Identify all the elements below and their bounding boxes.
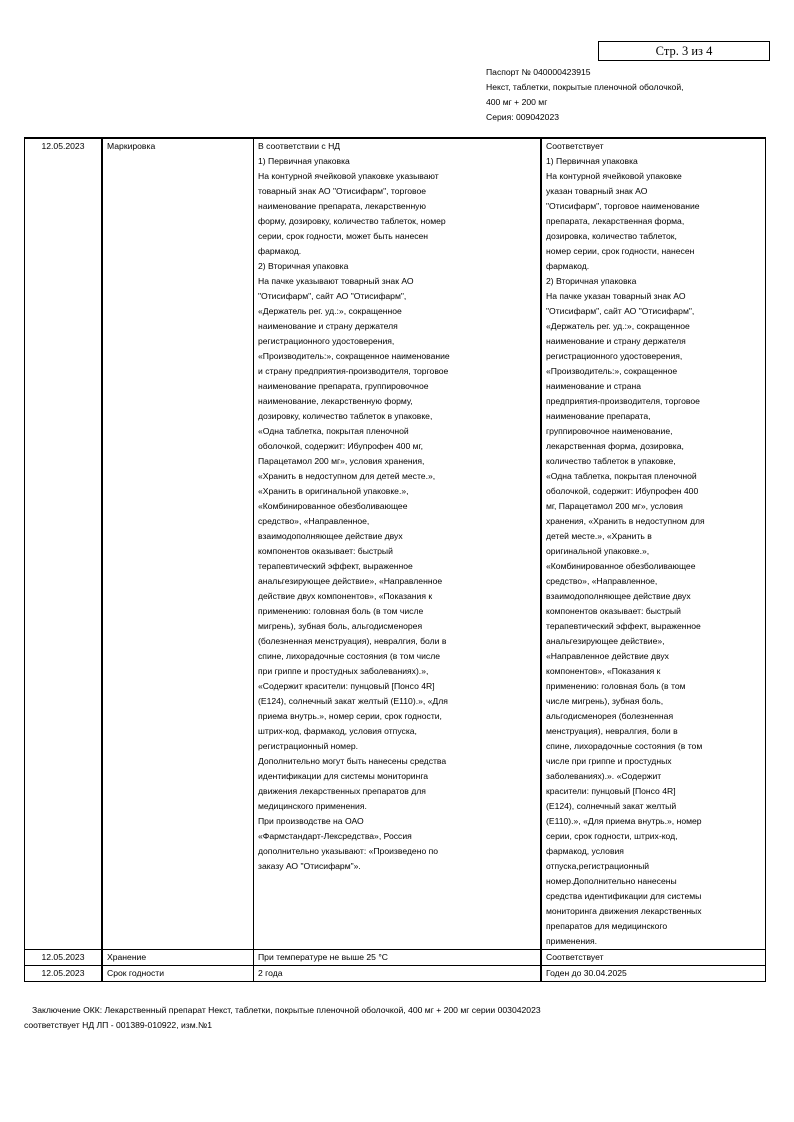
text-line: наименование и страну держателя (546, 336, 686, 346)
text-line: (Е124), солнечный закат желтый (546, 801, 677, 811)
text-line: «Фармстандарт-Лексредства», Россия (258, 831, 412, 841)
text-line: детей месте.», «Хранить в (546, 531, 652, 541)
text-line: форму, дозировку, количество таблеток, номер (258, 216, 446, 226)
text-line: анальгезирующее действие», (546, 636, 665, 646)
text-line: оригинальной упаковке.», (546, 546, 650, 556)
text-line: 2) Вторичная упаковка (258, 261, 349, 271)
conclusion-line-2: соответствует НД ЛП - 001389-010922, изм.№1 (24, 1020, 213, 1030)
text-line: На пачке указывают товарный знак АО (258, 276, 414, 286)
text-line: терапевтический эффект, выраженное (258, 561, 413, 571)
product-dosage: 400 мг + 200 мг (486, 97, 548, 107)
text-line: оболочкой, содержит: Ибупрофен 400 (546, 486, 699, 496)
text-line: «Производитель:», сокращенное наименование (258, 351, 450, 361)
text-line: «Хранить в недоступном для детей месте.», (258, 471, 436, 481)
row-date: 12.05.2023 (25, 138, 103, 950)
text-line: приема внутрь.», номер серии, срок годности, (258, 711, 442, 721)
text-line: регистрационного удостоверения, (546, 351, 683, 361)
text-line: указан товарный знак АО (546, 186, 648, 196)
text-line: При производстве на ОАО (258, 816, 364, 826)
text-line: (Е110).», «Для приема внутрь.», номер (546, 816, 702, 826)
text-line: «Держатель рег. уд.:», сокращенное (258, 306, 402, 316)
text-line: спине, лихорадочные состояния (в том числе (258, 651, 441, 661)
text-line: На контурной ячейковой упаковке (546, 171, 682, 181)
text-line: фармакод, условия (546, 846, 624, 856)
text-line: движения лекарственных препаратов для (258, 786, 426, 796)
text-line: группировочное наименование, (546, 426, 673, 436)
text-line: регистрационного удостоверения, (258, 336, 395, 346)
text-line: применения. (546, 936, 598, 946)
row-requirement: При температуре не выше 25 °С (254, 950, 542, 966)
text-line: взаимодополняющее действие двух (258, 531, 403, 541)
text-line: регистрационный номер. (258, 741, 359, 751)
text-line: "Отисифарм", торговое наименование (546, 201, 700, 211)
text-line: фармакод. (546, 261, 590, 271)
text-line: медицинского применения. (258, 801, 367, 811)
text-line: числе при гриппе и простудных (546, 756, 672, 766)
row-result: Соответствует (541, 950, 766, 966)
text-line: «Содержит красители: пунцовый [Понсо 4R] (258, 681, 435, 691)
text-line: терапевтический эффект, выраженное (546, 621, 701, 631)
text-line: заказу АО "Отисифарм"». (258, 861, 361, 871)
text-line: (Е124), солнечный закат желтый (Е110).», «Для (258, 696, 448, 706)
text-line: серии, срок годности, может быть нанесен (258, 231, 429, 241)
text-line: 2) Вторичная упаковка (546, 276, 637, 286)
text-line: "Отисифарм", сайт АО "Отисифарм", (258, 291, 407, 301)
text-line: наименование препарата, лекарственную (258, 201, 426, 211)
text-line: альгодисменорея (болезненная (546, 711, 674, 721)
text-line: (болезненная менструация), невралгия, боли в (258, 636, 447, 646)
text-line: менструация), невралгия, боли в (546, 726, 678, 736)
text-line: «Одна таблетка, покрытая пленочной (546, 471, 697, 481)
text-line: Соответствует (546, 141, 604, 151)
text-line: красители: пунцовый [Понсо 4R] (546, 786, 676, 796)
text-line: действие двух компонентов», «Показания к (258, 591, 433, 601)
passport-header (486, 65, 684, 125)
text-line: наименование препарата, группировочное (258, 381, 429, 391)
text-line: 1) Первичная упаковка (546, 156, 638, 166)
text-line: взаимодополняющее действие двух (546, 591, 691, 601)
batch-number: Серия: 009042023 (486, 112, 560, 122)
text-line: и страну предприятия-производителя, торговое (258, 366, 449, 376)
text-line: «Производитель:», сокращенное (546, 366, 678, 376)
text-line: применению: головная боль (в том числе (258, 606, 424, 616)
row-indicator: Хранение (102, 950, 254, 966)
text-line: На пачке указан товарный знак АО (546, 291, 686, 301)
text-line: мигрень), зубная боль, альгодисменорея (258, 621, 423, 631)
text-line: количество таблеток в упаковке, (546, 456, 676, 466)
row-date: 12.05.2023 (25, 950, 103, 966)
text-line: предприятия-производителя, торговое (546, 396, 700, 406)
text-line: оболочкой, содержит: Ибупрофен 400 мг, (258, 441, 424, 451)
text-line: наименование и страна (546, 381, 642, 391)
text-line: дополнительно указывают: «Произведено по (258, 846, 439, 856)
test-results-table (24, 137, 766, 982)
row-result: Годен до 30.04.2025 (541, 966, 766, 982)
text-line: Парацетамол 200 мг», условия хранения, (258, 456, 425, 466)
table-row-shelf-life (25, 966, 766, 982)
text-line: штрих-код, фармакод, условия отпуска, (258, 726, 417, 736)
text-line: «Направленное действие двух (546, 651, 669, 661)
text-line: номер.Дополнительно нанесены (546, 876, 677, 886)
text-line: средство», «Направленное, (546, 576, 658, 586)
product-name: Некст, таблетки, покрытые пленочной оболочкой, (486, 82, 684, 92)
text-line: В соответствии с НД (258, 141, 341, 151)
text-line: заболеваниях).». «Содержит (546, 771, 662, 781)
text-line: дозировку, количество таблеток в упаковке, (258, 411, 433, 421)
table-row-storage (25, 950, 766, 966)
text-line: препаратов для медицинского (546, 921, 668, 931)
text-line: отпуска,регистрационный (546, 861, 650, 871)
text-line: анальгезирующее действие», «Направленное (258, 576, 443, 586)
text-line: фармакод. (258, 246, 302, 256)
text-line: серии, срок годности, штрих-код, (546, 831, 678, 841)
row-requirement: 2 года (254, 966, 542, 982)
text-line: компонентов», «Показания к (546, 666, 661, 676)
text-line: На контурной ячейковой упаковке указывают (258, 171, 439, 181)
row-indicator: Срок годности (102, 966, 254, 982)
text-line: 1) Первичная упаковка (258, 156, 350, 166)
text-line: «Комбинированное обезболивающее (546, 561, 696, 571)
text-line: лекарственная форма, дозировка, (546, 441, 684, 451)
text-line: применению: головная боль (в том (546, 681, 686, 691)
row-requirement (254, 138, 542, 950)
passport-number: Паспорт № 040000423915 (486, 67, 591, 77)
text-line: номер серии, срок годности, нанесен (546, 246, 695, 256)
qc-conclusion (24, 1003, 541, 1033)
text-line: товарный знак АО "Отисифарм", торговое (258, 186, 427, 196)
text-line: спине, лихорадочные состояния (в том (546, 741, 703, 751)
text-line: «Одна таблетка, покрытая пленочной (258, 426, 409, 436)
conclusion-line-1: Заключение ОКК: Лекарственный препарат Некст, таблетки, покрытые пленочной оболочкой, 400 мг + 200 мг серии 003042023 (32, 1005, 541, 1015)
table-row-labeling (25, 138, 766, 950)
text-line: «Держатель рег. уд.:», сокращенное (546, 321, 690, 331)
text-line: средство», «Направленное, (258, 516, 370, 526)
text-line: «Хранить в оригинальной упаковке.», (258, 486, 409, 496)
text-line: «Комбинированное обезболивающее (258, 501, 408, 511)
row-indicator: Маркировка (102, 138, 254, 950)
page-indicator: Стр. 3 из 4 (598, 41, 770, 61)
text-line: мониторинга движения лекарственных (546, 906, 702, 916)
row-result (541, 138, 766, 950)
text-line: дозировка, количество таблеток, (546, 231, 677, 241)
text-line: идентификации для системы мониторинга (258, 771, 429, 781)
text-line: наименование и страну держателя (258, 321, 398, 331)
text-line: препарата, лекарственная форма, (546, 216, 685, 226)
text-line: при гриппе и простудных заболеваниях).», (258, 666, 429, 676)
text-line: компонентов оказывает: быстрый (546, 606, 681, 616)
text-line: мг, Парацетамол 200 мг», условия (546, 501, 683, 511)
text-line: наименование препарата, (546, 411, 651, 421)
text-line: средства идентификации для системы (546, 891, 702, 901)
text-line: хранения, «Хранить в недоступном для (546, 516, 705, 526)
text-line: числе мигрень), зубная боль, (546, 696, 664, 706)
text-line: Дополнительно могут быть нанесены средства (258, 756, 447, 766)
row-date: 12.05.2023 (25, 966, 103, 982)
text-line: компонентов оказывает: быстрый (258, 546, 393, 556)
text-line: "Отисифарм", сайт АО "Отисифарм", (546, 306, 695, 316)
text-line: наименование, лекарственную форму, (258, 396, 413, 406)
